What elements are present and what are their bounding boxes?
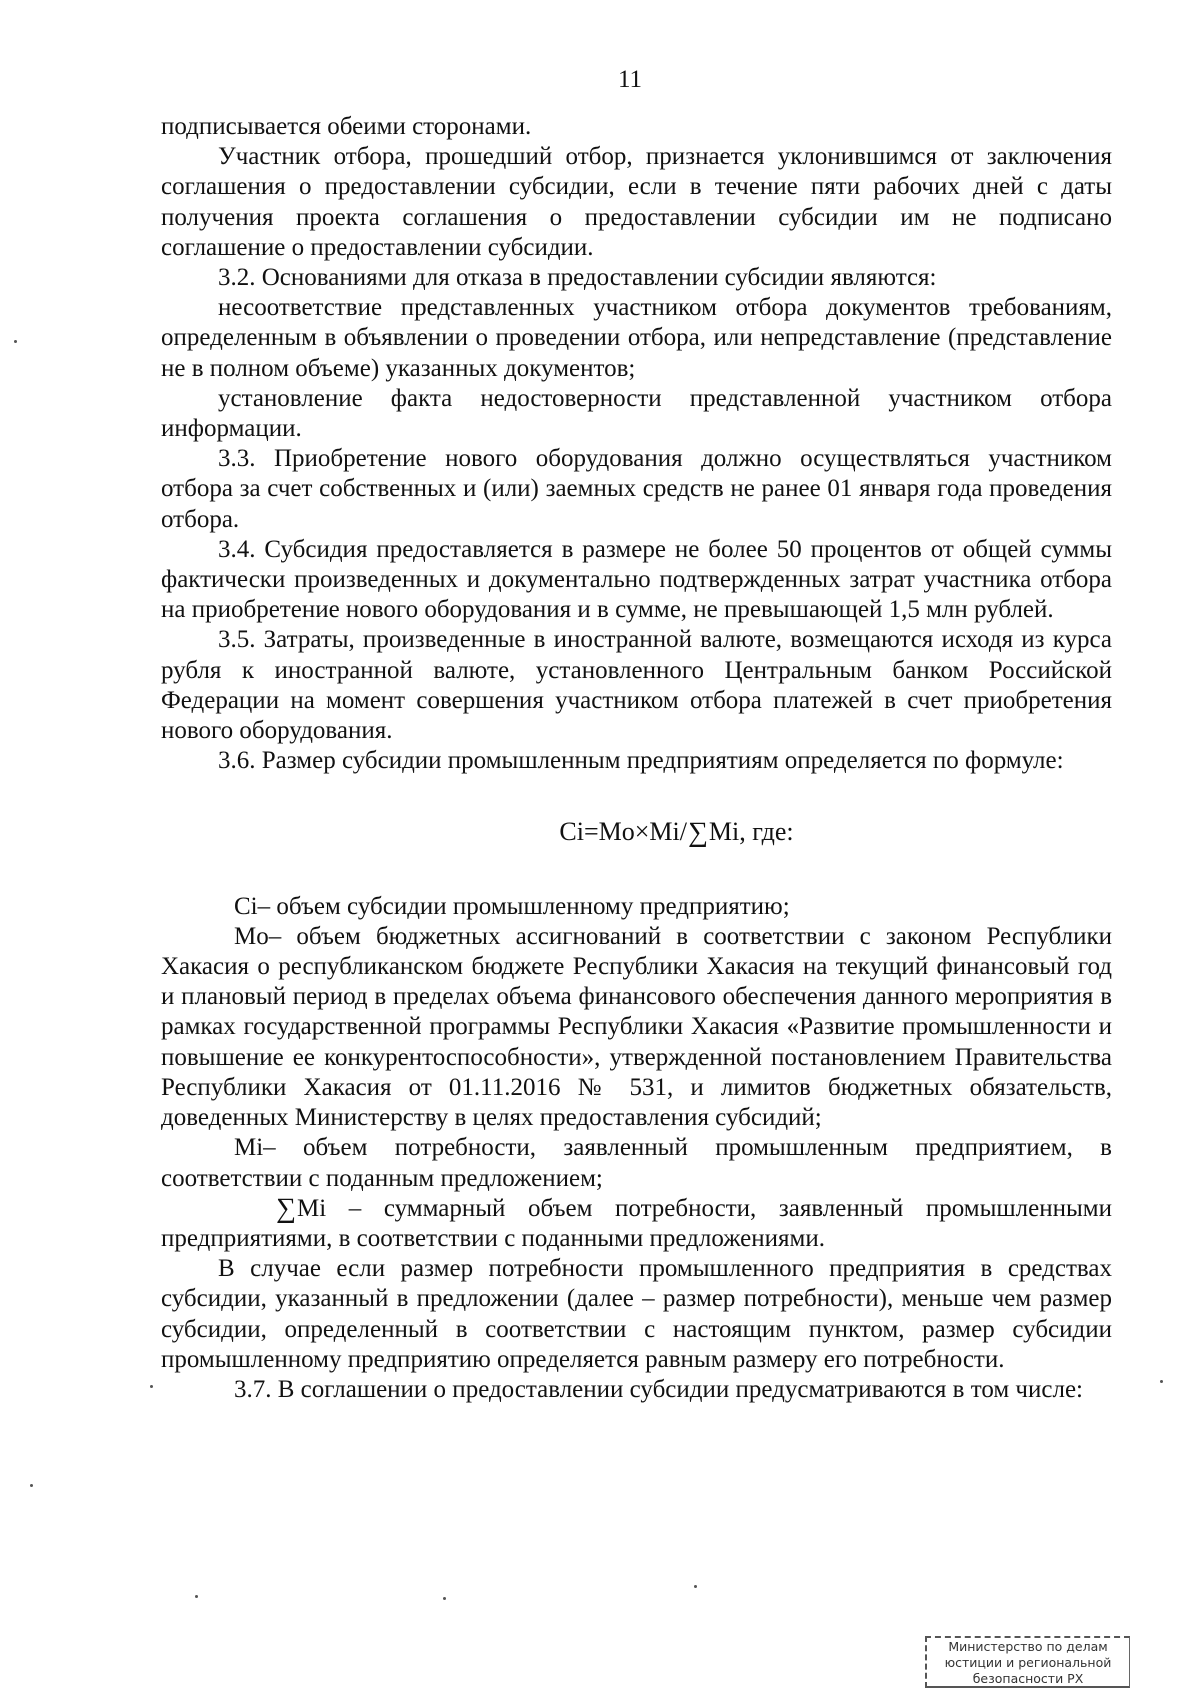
scan-speck (694, 1585, 697, 1588)
sigma-symbol: ∑ (687, 817, 708, 849)
scan-speck (30, 1484, 33, 1487)
document-body (161, 112, 1112, 1405)
sigma-symbol: ∑ (276, 1192, 296, 1224)
scan-speck (14, 340, 17, 343)
paragraph-3-2: 3.2. Основаниями для отказа в предоставлении субсидии являются: (218, 264, 937, 292)
definition-mi: Mi– объем потребности, заявленный промышленным предприятием, в соответствии с поданным предложением; (161, 1134, 1112, 1192)
paragraph-signed: подписывается обеими сторонами. (161, 113, 532, 140)
paragraph-3-7: 3.7. В соглашении о предоставлении субсидии предусматриваются в том числе: (234, 1375, 1083, 1403)
paragraph-unreliability: установление факта недостоверности представленной участником отбора информации. (161, 384, 1112, 443)
formula-right: Mi, где: (708, 817, 794, 847)
paragraph-3-6: 3.6. Размер субсидии промышленным предприятиям определяется по формуле: (218, 747, 1064, 775)
definition-ci: Ci– объем субсидии промышленному предприятию; (234, 892, 790, 920)
stamp-line: Министерство по делам (948, 1639, 1108, 1654)
paragraph-3-4: 3.4. Субсидия предоставляется в размере не более 50 процентов от общей суммы фактически произведенных и документально подтвержденных затрат участника отбора на приобретение нового оборудования и в сумме, не превышающей 1,5 млн рублей. (161, 535, 1112, 624)
paragraph-nonconformity: несоответствие представленных участником отбора документов требованиям, определенным в объявлении о проведении отбора, или непредставление (представление не в полном объеме) указанных документов; (161, 294, 1112, 382)
stamp-line: юстиции и региональной (944, 1655, 1112, 1670)
ministry-stamp (925, 1636, 1130, 1688)
paragraph-3-5: 3.5. Затраты, произведенные в иностранной валюте, возмещаются исходя из курса рубля к иностранной валюте, установленного Центральным банком Российской Федерации на момент совершения участником отбора платежей в счет приобретения нового оборудования. (161, 626, 1112, 745)
subsidy-formula (161, 817, 1112, 847)
definition-sum-mi-text: Mi – суммарный объем потребности, заявленный промышленными предприятиями, в соответствии с поданными предложениями. (161, 1194, 1112, 1252)
scan-speck (443, 1597, 446, 1600)
page-number: 11 (617, 66, 643, 93)
scan-speck (1160, 1380, 1163, 1383)
paragraph-need-less: В случае если размер потребности промышленного предприятия в средствах субсидии, указанный в предложении (далее – размер потребности), меньше чем размер субсидии, определенный в соответствии с настоящим пунктом, размер субсидии промышленному предприятию определяется равным размеру его потребности. (161, 1255, 1112, 1373)
definition-sum-mi (161, 1194, 1112, 1254)
paragraph-evasion: Участник отбора, прошедший отбор, признается уклонившимся от заключения соглашения о предоставлении субсидии, если в течение пяти рабочих дней с даты получения проекта соглашения о предоставлении субсидии им не подписано соглашение о предоставлении субсидии. (161, 143, 1112, 261)
paragraph-3-3: 3.3. Приобретение нового оборудования должно осуществляться участником отбора за счет собственных и (или) заемных средств не ранее 01 января года проведения отбора. (161, 445, 1112, 533)
scan-speck (195, 1595, 198, 1598)
formula-left: Ci=Mo×Mi/ (559, 817, 687, 847)
definition-mo: Mo– объем бюджетных ассигнований в соответствии с законом Республики Хакасия о республиканском бюджете Республики Хакасия на текущий финансовый год и плановый период в пределах объема финансового обеспечения данного мероприятия в рамках государственной программы Республики Хакасия «Развитие промышленности и повышение ее конкурентоспособности», утвержденной постановлением Правительства Республики Хакасия от 01.11.2016 № 531, и лимитов бюджетных обязательств, доведенных Министерству в целях предоставления субсидий; (161, 922, 1112, 1132)
stamp-line: безопасности РХ (972, 1671, 1084, 1686)
scan-speck (150, 1385, 153, 1388)
